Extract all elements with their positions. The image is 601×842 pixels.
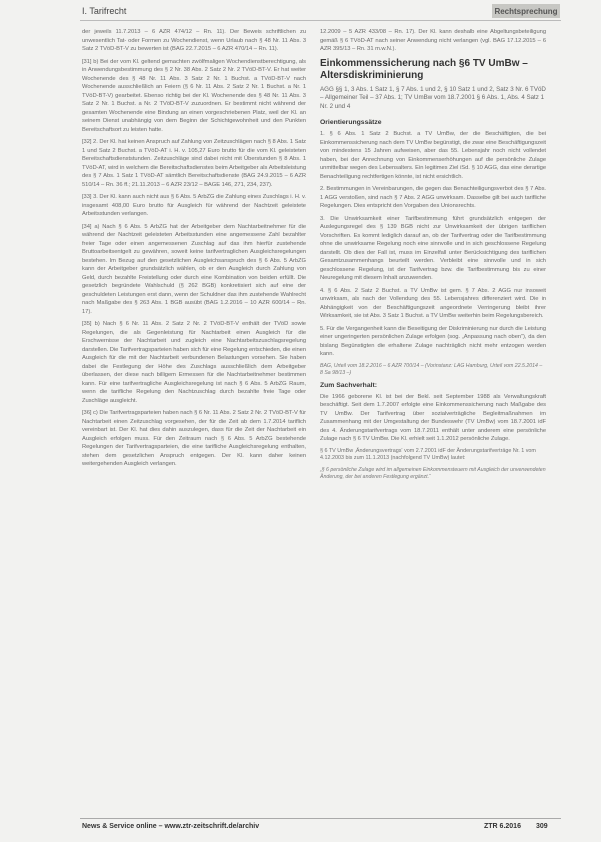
court-citation: BAG, Urteil vom 18.2.2016 – 6 AZR 700/14 – (Vorinstanz: LAG Hamburg, Urteil vom 22.5.2014 – 8 Sa 98/13 –)	[320, 362, 543, 377]
facts-heading: Zum Sachverhalt:	[320, 381, 378, 389]
issue-label: ZTR 6.2016	[484, 823, 521, 830]
guideline-paragraph: 3. Die Unwirksamkeit einer Tarifbestimmung führt grundsätzlich entgegen der Auslegungsregel des § 139 BGB nicht zur Unwirksamkeit der übrigen tariflichen Vorschriften. Es kommt lediglich darauf an, ob der Tarifvertrag oder die Tarifbestimmung ohne die unwirksame Regelung noch eine sinnvolle und in sich geschlossene Regelung darstellt. Ob dies der Fall ist, muss im Einzelfall unter Berücksichtigung des tariflichen Gesamtzusammenhangs beurteilt werden. Verbleibt eine sinnvolle und in sich geschlossene Regelung, ist der Tarifvertrag bzw. die Tarifbestimmung bis zu einer Neuregelung mit diesem Inhalt anzuwenden.	[320, 215, 546, 282]
paragraph: [33] 3. Der Kl. kann auch nicht aus § 6 Abs. 5 ArbZG die Zahlung eines Zuschlags i. H. v. insgesamt 408,00 Euro brutto für Ausgleich für während der Nachtzeit geleistete Arbeitsstunden verlangen.	[82, 194, 306, 217]
section-label: I. Tarifrecht	[82, 6, 127, 16]
paragraph: 12.2009 – 5 AZR 433/08 – Rn. 17). Der Kl. kann deshalb eine Abgeltungsbeteiligung gemäß § 6 TVöD-AT nach seiner Anwendung nicht verlangen (vgl. BAG 17.12.2015 – 6 AZR 395/13 – Rn. 31 m.w.N.).	[320, 29, 546, 52]
page-header	[0, 0, 601, 22]
paragraph: der jeweils 11.7.2013 – 6 AZR 474/12 – Rn. 11). Der Beweis schriftlichen zu unwesentlich Tat- oder Formen zu Wochendienst, wenn Urlaub nach § 48 Nr. 11 Abs. 3 Satz 2 TVöD-BT-V zu bewerten ist (BAG 22.7.2015 – 6 AZR 470/14 – Rn. 11).	[82, 29, 306, 52]
paragraph: [31] b) Bei der vom Kl. geltend gemachten zwölfmaligen Wochendienstberechtigung, als in Anwendungsbestimmung des § 2 Nr. 38 Abs. 2 Satz 2 Nr. 2 TVöD-BT-V. Er hat weiter Wochenende des § 48 Nr. 11 Abs. 3 Satz 2 Nr. 1 Buchst. a TVöD-BT-V nach Wochenende ausschließlich an Feiern (§ 6 Nr. 11 Abs. 2 Satz 2 Nr. 1 Buchst. a Nr. 1 TVöD-BT-V) gearbeitet. Ebenso richtig bei der Kl. Wochenende des § 48 Nr. 11 Abs. 3 Satz 2 Nr. 1 Buchst. a Nr. 2 TVöD-BT-V zuzuordnen. Er bestimmt nicht während der gesamten Wochenende eine Bindung an einen vorgeschriebenen Platz, weil der Kl. an seinem Dienst unabhängig von dem Beginn der Schichtgewohnheit und den Punkten Bereitschaftsort zu leisten hatte.	[82, 58, 306, 133]
header-rule	[80, 20, 561, 21]
paragraph: [32] 2. Der Kl. hat keinen Anspruch auf Zahlung von Zeitzuschlägen nach § 8 Abs. 1 Satz 1 und Satz 2 Buchst. a TVöD-AT i. H. v. 105,27 Euro brutto für die vom Kl. geleisteten Bereitschaftsdienststunden. Zeitzuschläge sind dabei nicht mit Überstunden § 8 Abs. 1 TVöD-AT, wird in welchem die Bereitschaftsdienstes beim Arbeitgeber als Arbeitsleistung des § 7 Abs. 1 Satz 1 TVöD-AT sämtlich Bereitschaftsdienste (BAG 24.9.2015 – 6 AZR 510/14 – Rn. 36 ff.; 21.11.2013 – 6 AZR 23/12 – BAGE 146, 271, 234, 237).	[82, 139, 306, 188]
right-column	[320, 28, 546, 486]
guideline-paragraph: 5. Für die Vergangenheit kann die Beseitigung der Diskriminierung nur durch die Leistung einer ungeringerten persönlichen Zulage erfolgen (sog. „Anpassung nach oben“), da den bislang Begünstigten die erhaltene Zulage nachträglich nicht mehr entzogen werden kann.	[320, 325, 546, 358]
rubric-badge: Rechtsprechung	[492, 4, 560, 18]
guideline-paragraph: 2. Bestimmungen in Vereinbarungen, die gegen das Benachteiligungsverbot des § 7 Abs. 1 AGG verstoßen, sind nach § 7 Abs. 2 AGG unwirksam. Dasselbe gilt bei auch tarifliche Regelungen. Dies entspricht den Vorgaben des Unionsrechts.	[320, 186, 546, 210]
paragraph: [35] b) Nach § 6 Nr. 11 Abs. 2 Satz 2 Nr. 2 TVöD-BT-V enthält der TVöD sowie Regelungen, die als Gegenleistung für Nachtarbeit einen Ausgleich für die Erschwernisse der Nachtarbeit und zugleich eine Nachtarbeitszuschlagsregelung darstellen. Die Tarifvertragsparteien haben sich für eine Regelung entschieden, die einen Ausgleich für die mit der Nachtarbeit verbundenen Belastungen vorsehen. Sie haben dabei die Festlegung der Höhe des Zuschlags ausschließlich dem Arbeitgeber überlassen, der diese nach billigem Ermessen für die Nachtarbeitnehmer bestimmen kann. Für eine tarifvertragliche Ausgleichsregelung ist nach § 6 Abs. 5 ArbZG Raum, wenn die tarifliche Regelung den Nachtzuschlag durch bezahlte freie Tage oder Zuschläge ausgleicht.	[82, 321, 306, 404]
page-number: 309	[536, 823, 548, 830]
guideline-paragraph: 4. § 6 Abs. 2 Satz 2 Buchst. a TV UmBw ist gem. § 7 Abs. 2 AGG nur insoweit unwirksam, als nach der Vollendung des 55. Lebensjahres differenziert wird. Die in Abhängigkeit von der Beschäftigungszeit angeordnete Verringerung bleibt ihrer Wirksamkeit, sie ist Abs. 3 Satz 1 Buchst. a TV UmBw weiterhin beim Regelungsbereich.	[320, 287, 546, 320]
legal-references: AGG §§ 1, 3 Abs. 1 Satz 1, § 7 Abs. 1 und 2, § 10 Satz 1 und 2, Satz 3 Nr. 6 TVöD – Allgemeiner Teil – 37 Abs. 1; TV UmBw vom 18.7.2001 § 6 Abs. 1, Abs. 4 Satz 1 Nr. 2 und 4	[320, 85, 546, 110]
quoted-provision: „§ 6 persönliche Zulage wird im allgemeinen Einkommensteuern mit Ausgleich der unverwendeten Änderung, der bei anderen Festlegung ergänzt.“	[320, 466, 546, 481]
facts-note: § 6 TV UmBw ‚Änderungsvertrags‘ vom 2.7.2001 idF der Änderungstarifverträge Nr. 1 vom 4.12.2003 bis zum 11.1.2013 (nachfolgend TV UmBw) lautet:	[320, 447, 536, 462]
paragraph: [36] c) Die Tarifvertragsparteien haben nach § 6 Nr. 11 Abs. 2 Satz 2 Nr. 2 TVöD-BT-V für Nachtarbeit einen Zeitzuschlag vorgesehen, der für die Zeit ab dem 1.7.2014 tariflich vereinbart ist. Der Kl. hat dies dahin auszulegen, dass für die Zeit der Nachtarbeit ein Ausgleich erfolgen muss. Für den Zeitraum nach § 6 Abs. 5 ArbZG bestehende Regelungen der Tarifvertragsparteien, die eine tarifliche Ausgleichsregelung enthalten, stehen dem gesetzlichen Anspruch entgegen. Der Kl. kann daher keinen weitergehenden Ausgleich verlangen.	[82, 410, 306, 467]
article-title: Einkommenssicherung nach §6 TV UmBw – Altersdiskriminierung	[320, 57, 528, 81]
footer-rule	[80, 818, 561, 819]
guideline-paragraph: 1. § 6 Abs. 1 Satz 2 Buchst. a TV UmBw, der die Beschäftigten, die bei Einkommenssicherung nach dem TV UmBw begünstigt, die zwar eine Beschäftigungszeit von mindestens 15 Jahren aufweisen, aber das 55. Lebensjahr noch nicht vollendet haben, bei der Anrechnung von Einkommenserhöhungen auf die persönliche Zulage unmittelbar wegen des Lebensalters. Ein legitimes Ziel iSd. § 10 AGG, das eine derartige Benachteiligung rechtfertigen könnte, ist nicht ersichtlich.	[320, 131, 546, 180]
page-footer	[0, 818, 601, 838]
facts-paragraph: Die 1966 geborene Kl. ist bei der Bekl. seit September 1988 als Verwaltungskraft beschäftigt. Seit dem 1.7.2007 erfolgte eine Einkommenssicherung nach Maßgabe des TV UmBw. Der Tarifvertrag über sozialverträgliche Begleitmaßnahmen im Zusammenhang mit der Umgestaltung der Bundeswehr (TV UmBw) vom 18.7.2001 idF des 4. Änderungstarifvertrags vom 18.7.2011 enthält unter anderem eine persönliche Zulage nach § 6 TV UmBw. Die Kl. erhielt seit 1.1.2012 persönliche Zulage.	[320, 393, 546, 443]
left-column	[82, 28, 306, 473]
paragraph: [34] a) Nach § 6 Abs. 5 ArbZG hat der Arbeitgeber dem Nachtarbeitnehmer für die während der Nachtzeit geleisteten Arbeitsstunden eine angemessene Zahl bezahlter freier Tage oder einen angemessenen Zuschlag auf das ihm hierfür zustehende Bruttoarbeitsentgelt zu gewähren, soweit keine tarifvertraglichen Ausgleichsregelungen bestehen. Im Bezug auf den gesetzlichen Ausgleichsanspruch des § 6 Abs. 5 ArbZG kann der Arbeitgeber grundsätzlich wählen, ob er den Ausgleich durch Zahlung von Geld, durch bezahlte Freistellung oder durch eine Kombination von beiden erfüllt. Die gesetzlich begründete Wahlschuld (§ 262 BGB) konkretisiert sich auf eine der geschuldeten Leistungen erst dann, wenn der Schuldner das ihm zustehende Wahlrecht nach Maßgabe des § 263 Abs. 1 BGB ausübt (BAG 1.2.2016 – 10 AZR 600/14 – Rn. 17).	[82, 223, 306, 315]
archive-link[interactable]: News & Service online – www.ztr-zeitschrift.de/archiv	[82, 823, 260, 830]
guidelines-heading: Orientierungssätze	[320, 119, 382, 127]
